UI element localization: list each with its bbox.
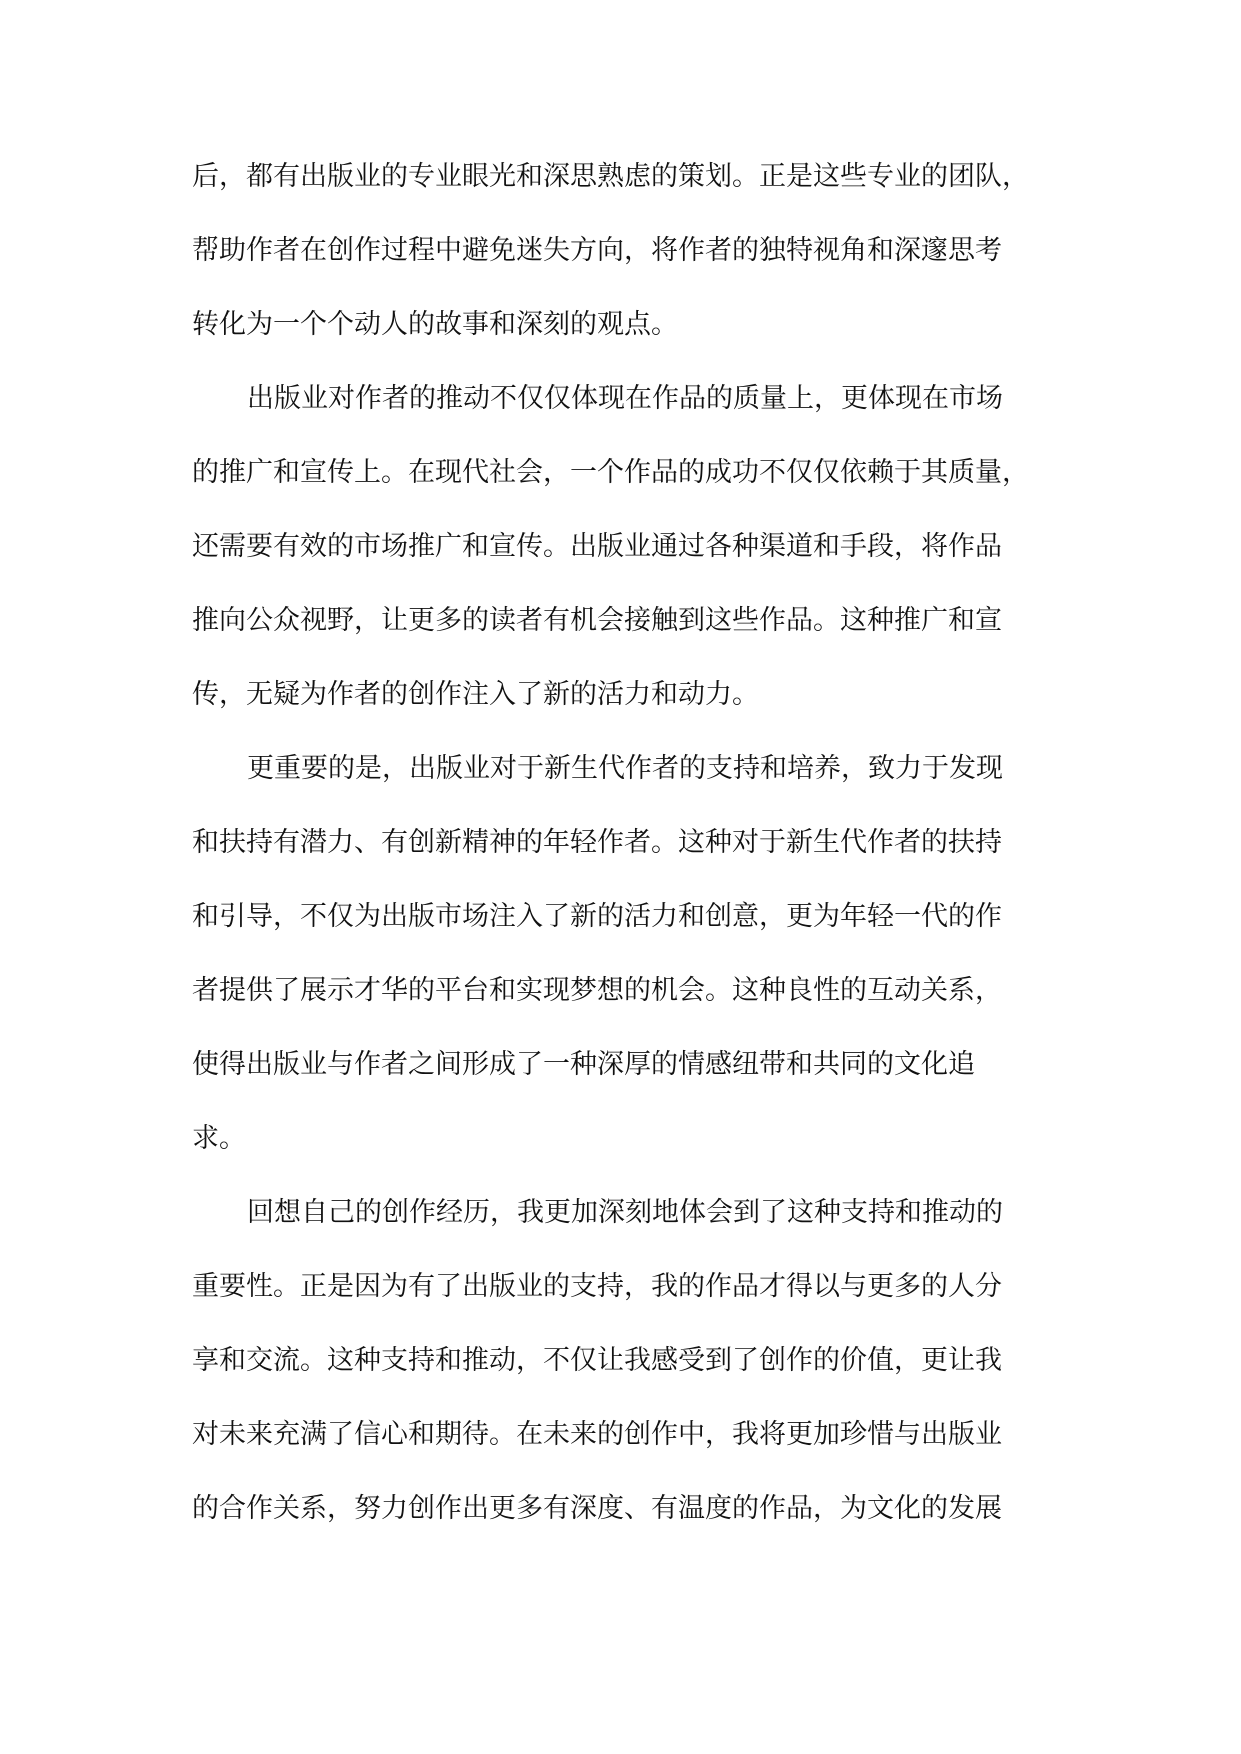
text-line: 出版业对作者的推动不仅仅体现在作品的质量上，更体现在市场 bbox=[247, 383, 1003, 414]
text-line: 回想自己的创作经历，我更加深刻地体会到了这种支持和推动的 bbox=[247, 1197, 1003, 1228]
text-line: 更重要的是，出版业对于新生代作者的支持和培养，致力于发现 bbox=[247, 753, 1003, 784]
text-line: 享和交流。这种支持和推动，不仅让我感受到了创作的价值，更让我 bbox=[192, 1345, 1002, 1376]
text-line: 者提供了展示才华的平台和实现梦想的机会。这种良性的互动关系， bbox=[192, 975, 1002, 1006]
text-line: 帮助作者在创作过程中避免迷失方向，将作者的独特视角和深邃思考 bbox=[192, 235, 1002, 266]
text-line: 求。 bbox=[192, 1123, 246, 1154]
text-line: 转化为一个个动人的故事和深刻的观点。 bbox=[192, 309, 678, 340]
text-line: 的合作关系，努力创作出更多有深度、有温度的作品，为文化的发展 bbox=[192, 1493, 1002, 1524]
text-line: 和扶持有潜力、有创新精神的年轻作者。这种对于新生代作者的扶持 bbox=[192, 827, 1002, 858]
text-line: 后，都有出版业的专业眼光和深思熟虑的策划。正是这些专业的团队， bbox=[192, 161, 1029, 192]
text-line: 重要性。正是因为有了出版业的支持，我的作品才得以与更多的人分 bbox=[192, 1271, 1002, 1302]
text-line: 推向公众视野，让更多的读者有机会接触到这些作品。这种推广和宣 bbox=[192, 605, 1002, 636]
text-line: 使得出版业与作者之间形成了一种深厚的情感纽带和共同的文化追 bbox=[192, 1049, 975, 1080]
text-line: 还需要有效的市场推广和宣传。出版业通过各种渠道和手段，将作品 bbox=[192, 531, 1002, 562]
body-text bbox=[192, 140, 1062, 1546]
text-line: 的推广和宣传上。在现代社会，一个作品的成功不仅仅依赖于其质量， bbox=[192, 457, 1029, 488]
text-line: 传，无疑为作者的创作注入了新的活力和动力。 bbox=[192, 679, 759, 710]
text-line: 对未来充满了信心和期待。在未来的创作中，我将更加珍惜与出版业 bbox=[192, 1419, 1002, 1450]
text-line: 和引导，不仅为出版市场注入了新的活力和创意，更为年轻一代的作 bbox=[192, 901, 1002, 932]
